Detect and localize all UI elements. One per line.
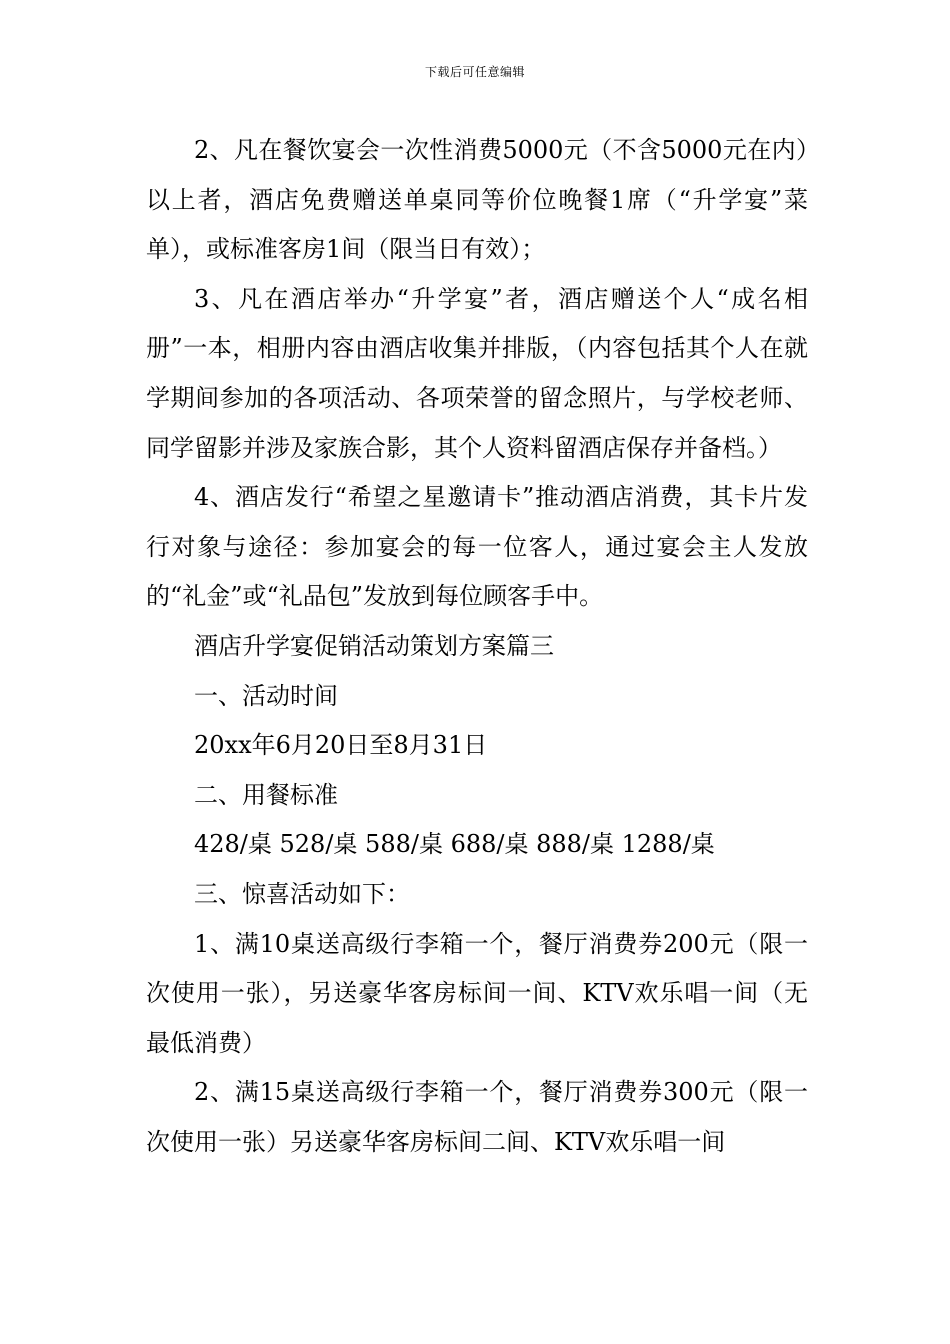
paragraph-offer-3: 3、凡在酒店举办“升学宴”者，酒店赠送个人“成名相册”一本，相册内容由酒店收集并排版，（内容包括其个人在就学期间参加的各项活动、各项荣誉的留念照片，与学校老师、同学留影并涉及家族合影，其个人资料留酒店保存并备档。）: [146, 284, 808, 462]
paragraph-offer-2: 2、凡在餐饮宴会一次性消费5000元（不含5000元在内）以上者，酒店免费赠送单桌同等价位晚餐1席（“升学宴”菜单），或标准客房1间（限当日有效）；: [146, 136, 808, 264]
header-note: 下载后可任意编辑: [424, 65, 525, 79]
paragraph-surprise-1: 1、满10桌送高级行李箱一个，餐厅消费券200元（限一次使用一张），另送豪华客房标间一间、KTV欢乐唱一间（无最低消费）: [146, 929, 808, 1057]
heading-activity-time: 一、活动时间: [194, 681, 338, 710]
heading-surprise-activities: 三、惊喜活动如下：: [194, 879, 410, 908]
heading-dining-standard: 二、用餐标准: [194, 780, 338, 809]
section-title: 酒店升学宴促销活动策划方案篇三: [194, 631, 554, 660]
paragraph-offer-4: 4、酒店发行“希望之星邀请卡”推动酒店消费，其卡片发行对象与途径：参加宴会的每一位客人，通过宴会主人发放的“礼金”或“礼品包”发放到每位顾客手中。: [146, 483, 808, 611]
dining-standard-values: 428/桌 528/桌 588/桌 688/桌 888/桌 1288/桌: [194, 830, 715, 859]
paragraph-surprise-2: 2、满15桌送高级行李箱一个，餐厅消费券300元（限一次使用一张）另送豪华客房标间二间、KTV欢乐唱一间: [146, 1078, 808, 1156]
document-body: [146, 126, 808, 1167]
activity-time-value: 20xx年6月20日至8月31日: [194, 731, 488, 760]
